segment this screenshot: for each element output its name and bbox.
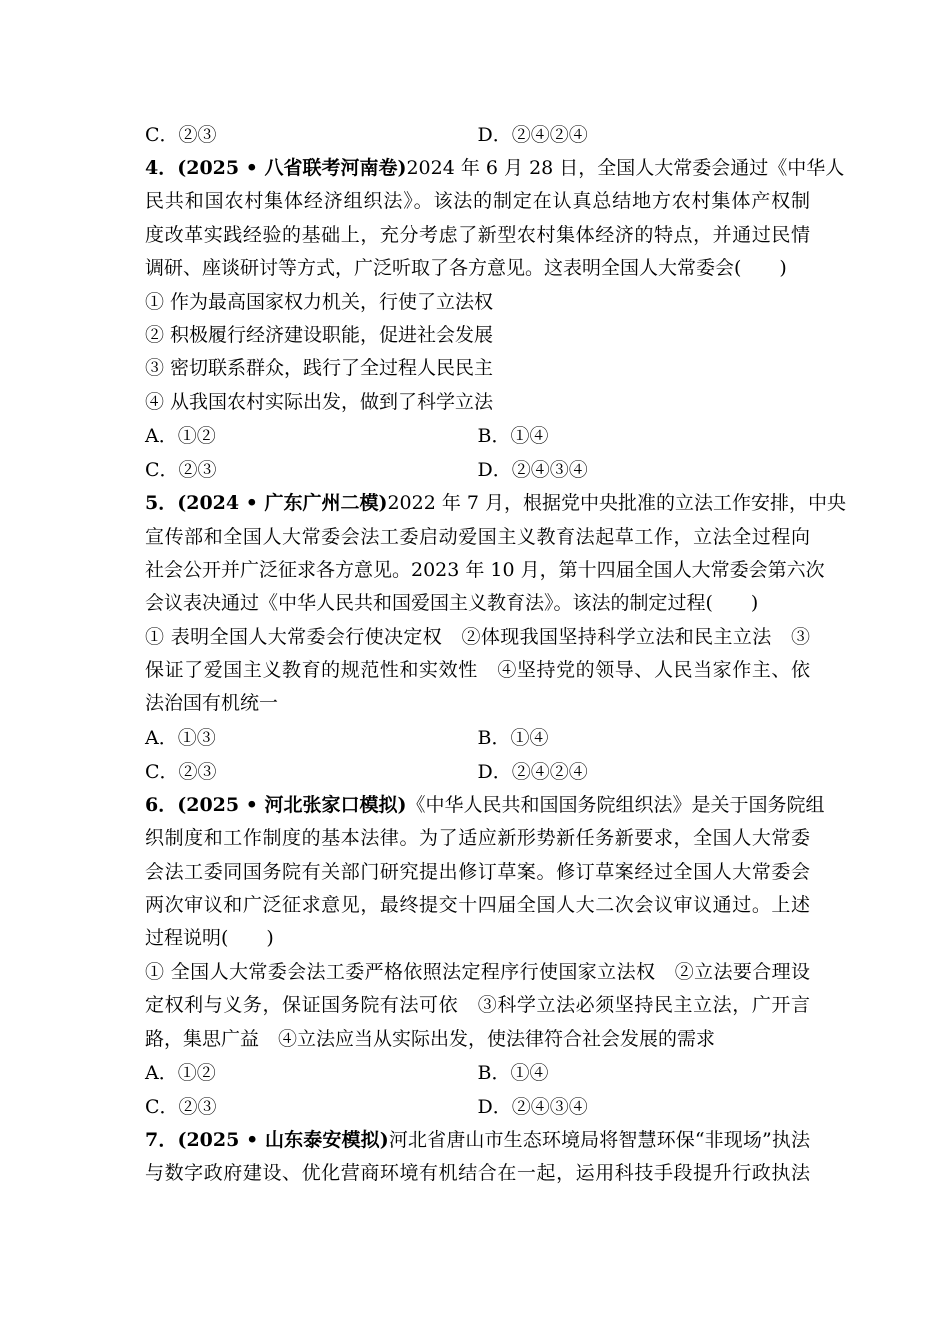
q6-stem-line-1: 6．(2025 • 河北张家口模拟)《中华人民共和国国务院组织法》是关于国务院组	[145, 793, 825, 816]
q3-option-c: C．②③	[145, 124, 217, 146]
q5-options-row-1	[145, 721, 810, 755]
q5-option-a: A．①③	[145, 726, 216, 749]
q4-item-1: ① 作为最高国家权力机关，行使了立法权	[145, 290, 494, 313]
q6-number: 6．	[145, 793, 178, 816]
q5-stem-line-3: 社会公开并广泛征求各方意见。2023 年 10 月，第十四届全国人大常委会第六次	[145, 558, 825, 581]
q3-option-d: D．②④②④	[477, 124, 588, 146]
q7-stem-line-2: 与数字政府建设、优化营商环境有机结合在一起，运用科技手段提升行政执法	[145, 1162, 810, 1185]
q4-item-3: ③ 密切联系群众，践行了全过程人民民主	[145, 357, 494, 380]
q5-items-line-1: ① 表明全国人大常委会行使决定权 ②体现我国坚持科学立法和民主立法 ③	[145, 625, 810, 648]
q4-item-2: ② 积极履行经济建设职能，促进社会发展	[145, 323, 494, 346]
question-4	[145, 152, 845, 487]
q7-number: 7．	[145, 1128, 178, 1151]
q6-option-a: A．①②	[145, 1061, 216, 1084]
exam-page	[145, 118, 847, 1191]
q6-source: (2025 • 河北张家口模拟)	[177, 793, 407, 816]
q4-stem-line-3: 度改革实践经验的基础上，充分考虑了新型农村集体经济的特点，并通过民情	[145, 223, 810, 246]
q4-option-d: D．②④③④	[477, 459, 588, 482]
q4-source: (2025 • 八省联考河南卷)	[177, 157, 407, 179]
question-7	[145, 1124, 810, 1191]
q5-stem-line-2: 宣传部和全国人大常委会法工委启动爱国主义教育法起草工作，立法全过程向	[145, 525, 810, 548]
q5-source: (2024 • 广东广州二模)	[177, 492, 388, 515]
q4-stem-line-1: 4．(2025 • 八省联考河南卷)2024 年 6 月 28 日，全国人大常委会通过《中华人	[145, 157, 845, 179]
q3-options	[145, 118, 810, 152]
q5-option-c: C．②③	[145, 760, 217, 783]
q7-stem-line-1: 7．(2025 • 山东泰安模拟)河北省唐山市生态环境局将智慧环保“非现场”执法	[145, 1128, 810, 1151]
question-5	[145, 487, 847, 789]
q4-option-c: C．②③	[145, 459, 217, 482]
q4-options-row-2	[145, 453, 810, 487]
q5-stem-line-4: 会议表决通过《中华人民共和国爱国主义教育法》。该法的制定过程( )	[145, 592, 759, 615]
q6-items-line-1: ① 全国人大常委会法工委严格依照法定程序行使国家立法权 ②立法要合理设	[145, 960, 810, 983]
q6-stem-line-5: 过程说明( )	[145, 927, 274, 950]
question-6	[145, 789, 825, 1124]
q5-stem-line-1: 5．(2024 • 广东广州二模)2022 年 7 月，根据党中央批准的立法工作安排，中央	[145, 492, 847, 515]
q6-stem-line-3: 会法工委同国务院有关部门研究提出修订草案。修订草案经过全国人大常委会	[145, 860, 810, 883]
q6-options-row-1	[145, 1056, 810, 1090]
q4-stem-line-2: 民共和国农村集体经济组织法》。该法的制定在认真总结地方农村集体产权制	[145, 190, 810, 213]
q6-stem-line-2: 织制度和工作制度的基本法律。为了适应新形势新任务新要求，全国人大常委	[145, 827, 810, 850]
q5-number: 5．	[145, 492, 178, 515]
q5-items-line-2: 保证了爱国主义教育的规范性和实效性 ④坚持党的领导、人民当家作主、依	[145, 659, 810, 682]
q4-stem-line-4: 调研、座谈研讨等方式，广泛听取了各方意见。这表明全国人大常委会( )	[145, 257, 787, 280]
q5-option-b: B．①④	[477, 726, 549, 749]
q4-option-b: B．①④	[477, 425, 549, 448]
q6-items-line-3: 路，集思广益 ④立法应当从实际出发，使法律符合社会发展的需求	[145, 1027, 716, 1050]
q5-option-d: D．②④②④	[477, 760, 588, 783]
q5-items-line-3: 法治国有机统一	[145, 692, 279, 715]
q4-option-a: A．①②	[145, 425, 216, 448]
q5-options-row-2	[145, 755, 810, 789]
q6-options-row-2	[145, 1090, 810, 1124]
q6-option-b: B．①④	[477, 1061, 549, 1084]
q4-item-4: ④ 从我国农村实际出发，做到了科学立法	[145, 390, 494, 413]
q7-source: (2025 • 山东泰安模拟)	[177, 1128, 389, 1151]
q6-stem-line-4: 两次审议和广泛征求意见，最终提交十四届全国人大二次会议审议通过。上述	[145, 894, 810, 917]
q4-options-row-1	[145, 419, 810, 453]
q6-items-line-2: 定权利与义务，保证国务院有法可依 ③科学立法必须坚持民主立法，广开言	[145, 994, 810, 1017]
q6-option-d: D．②④③④	[477, 1095, 588, 1118]
q4-number: 4．	[145, 157, 178, 179]
q6-option-c: C．②③	[145, 1095, 217, 1118]
